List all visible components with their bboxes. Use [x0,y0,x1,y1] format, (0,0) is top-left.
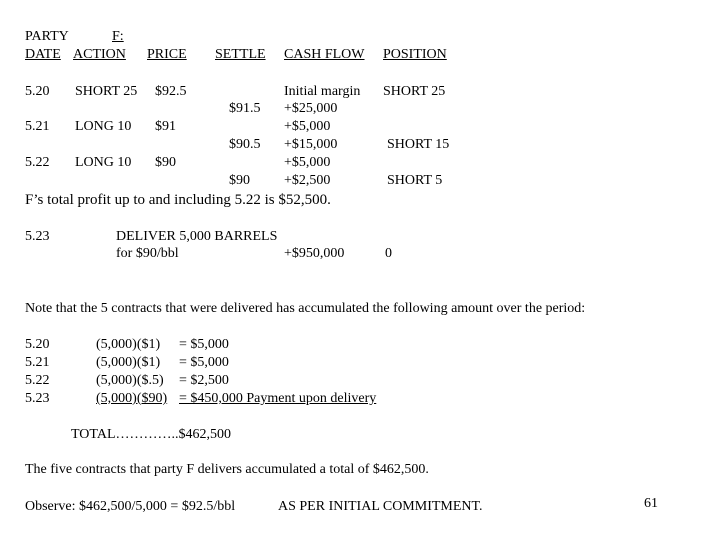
row-date: 5.20 [25,84,50,99]
accumulation-date: 5.22 [25,373,50,388]
row-cash-flow: +$15,000 [284,137,338,152]
row-price: $91 [155,119,176,134]
column-header-date: DATE [25,47,61,62]
row-action: LONG 10 [75,119,132,134]
column-header-settle: SETTLE [215,47,266,62]
delivery-description: DELIVER 5,000 BARRELS [116,229,278,244]
accumulation-calc: (5,000)($.5) [96,373,164,388]
page-number: 61 [644,496,658,511]
row-cash-flow: +$2,500 [284,173,331,188]
accumulation-date: 5.20 [25,337,50,352]
header-party-label: PARTY [25,29,69,44]
row-price: $90 [155,155,176,170]
total-line: TOTAL…………..$462,500 [71,427,232,442]
column-header-cash-flow: CASH FLOW [284,47,365,62]
accumulation-note: Note that the 5 contracts that were delivered has accumulated the following amount over the period: [25,301,586,316]
accumulation-result: = $5,000 [179,355,229,370]
delivery-price: for $90/bbl [116,246,179,261]
row-position: SHORT 15 [387,137,450,152]
row-date: 5.22 [25,155,50,170]
summary-statement: The five contracts that party F delivers accumulated a total of $462,500. [25,462,429,477]
profit-statement: F’s total profit up to and including 5.22 is $52,500. [25,192,331,208]
row-cash-flow: Initial margin [284,84,361,99]
accumulation-date: 5.23 [25,391,50,406]
accumulation-calc: (5,000)($90) [96,391,168,406]
delivery-cash-flow: +$950,000 [284,246,345,261]
accumulation-calc: (5,000)($1) [96,355,161,370]
column-header-position: POSITION [383,47,447,62]
delivery-date: 5.23 [25,229,50,244]
header-party-f-label: F: [112,29,124,44]
row-cash-flow: +$5,000 [284,155,331,170]
accumulation-result: = $2,500 [179,373,229,388]
row-position: SHORT 25 [383,84,446,99]
accumulation-result: = $5,000 [179,337,229,352]
row-settle: $90 [229,173,250,188]
accumulation-calc: (5,000)($1) [96,337,161,352]
row-cash-flow: +$5,000 [284,119,331,134]
row-date: 5.21 [25,119,50,134]
row-price: $92.5 [155,84,187,99]
row-action: LONG 10 [75,155,132,170]
accumulation-result: = $450,000 Payment upon delivery [179,391,377,406]
column-header-action: ACTION [73,47,126,62]
delivery-position: 0 [385,246,392,261]
row-cash-flow: +$25,000 [284,101,338,116]
row-settle: $90.5 [229,137,261,152]
accumulation-date: 5.21 [25,355,50,370]
column-header-price: PRICE [147,47,187,62]
row-position: SHORT 5 [387,173,443,188]
observe-note: AS PER INITIAL COMMITMENT. [278,499,483,514]
row-action: SHORT 25 [75,84,138,99]
row-settle: $91.5 [229,101,261,116]
observe-calculation: Observe: $462,500/5,000 = $92.5/bbl [25,499,236,514]
